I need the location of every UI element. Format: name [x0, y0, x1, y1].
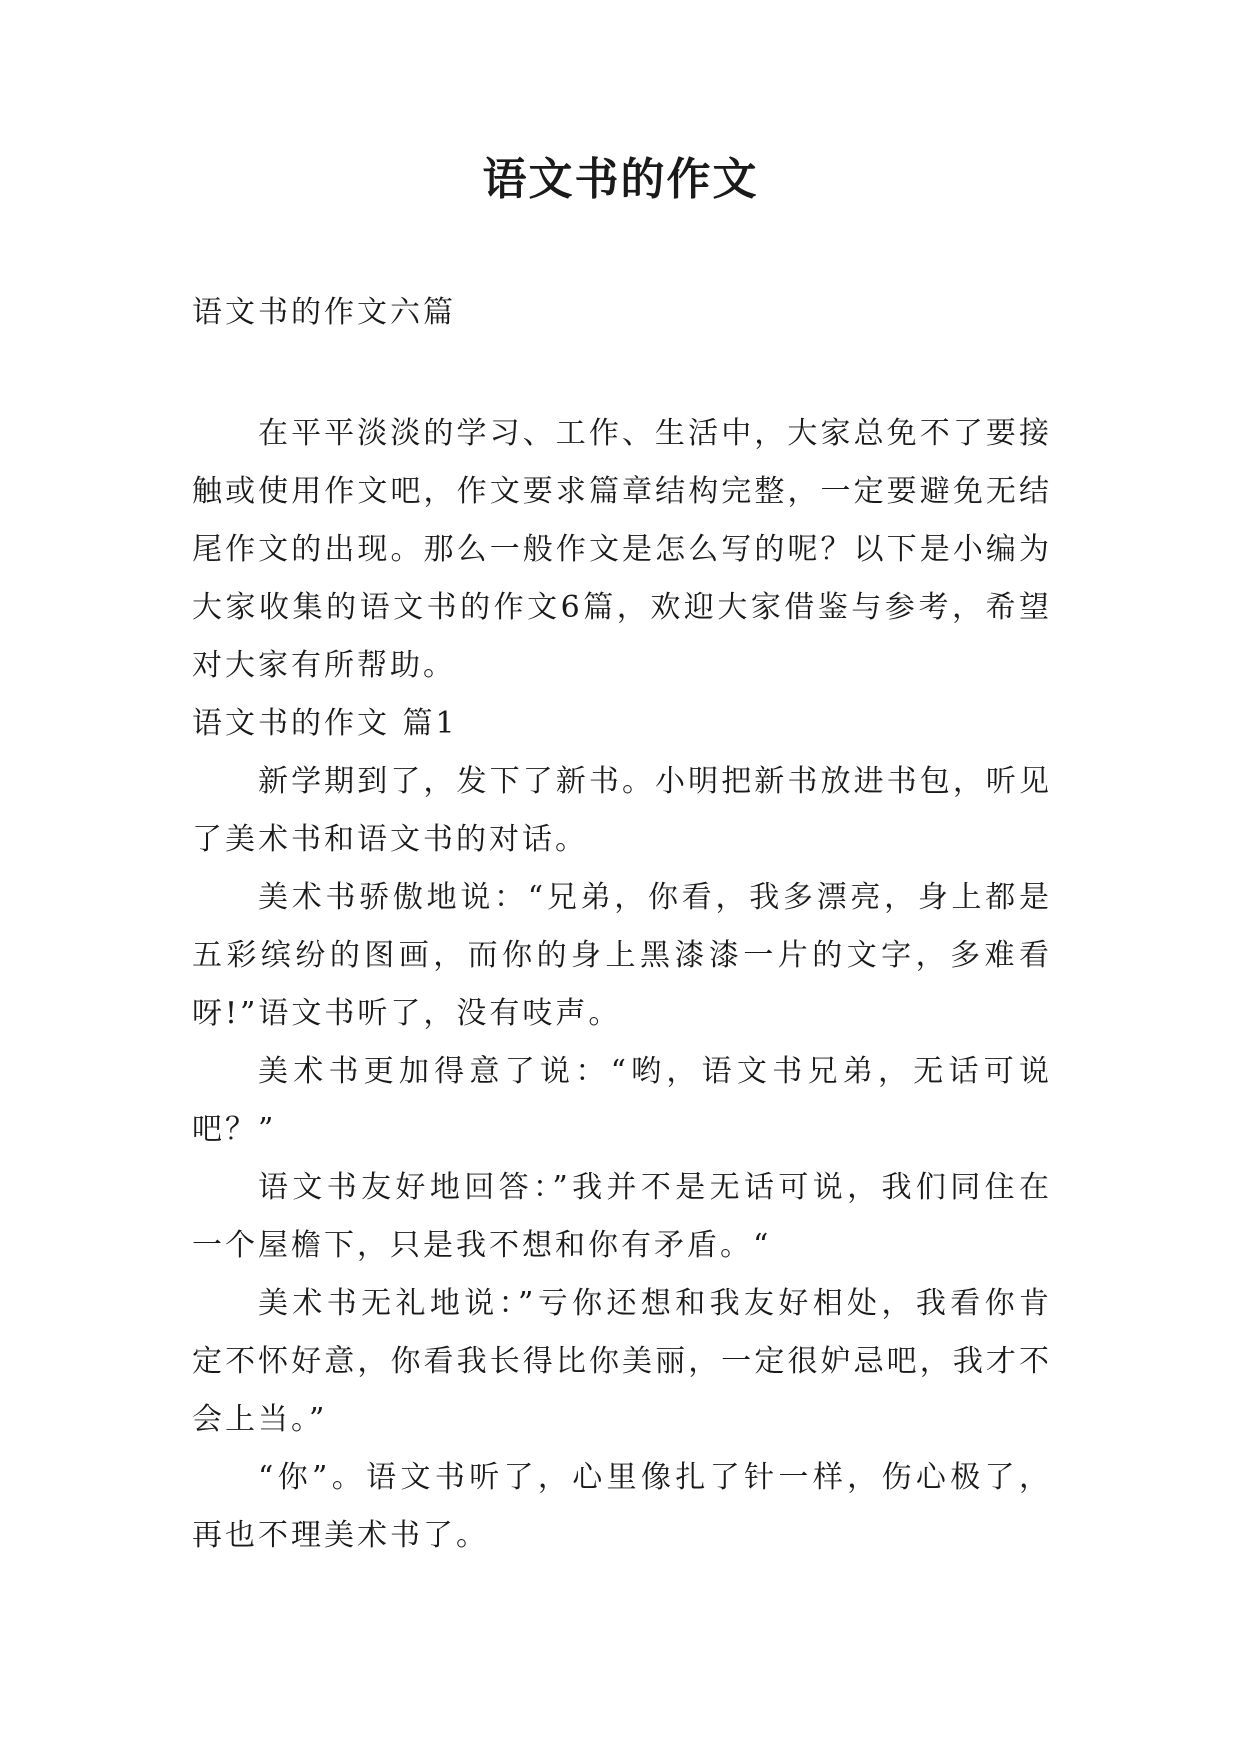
- body-paragraph: 美术书骄傲地说：“兄弟，你看，我多漂亮，身上都是五彩缤纷的图画，而你的身上黑漆漆一片的文字，多难看呀!”语文书听了，没有吱声。: [192, 880, 1052, 1031]
- body-paragraph: 新学期到了，发下了新书。小明把新书放进书包，听见了美术书和语文书的对话。: [192, 764, 1052, 857]
- document-subtitle: 语文书的作文六篇: [192, 295, 456, 330]
- intro-paragraph: 在平平淡淡的学习、工作、生活中，大家总免不了要接触或使用作文吧，作文要求篇章结构完整，一定要避免无结尾作文的出现。那么一般作文是怎么写的呢？以下是小编为大家收集的语文书的作文6篇，欢迎大家借鉴与参考，希望对大家有所帮助。: [192, 416, 1052, 683]
- document-title: 语文书的作文: [482, 154, 759, 205]
- body-paragraph: 美术书更加得意了说：“哟，语文书兄弟，无话可说吧？”: [192, 1054, 1052, 1147]
- body-paragraph: 美术书无礼地说：”亏你还想和我友好相处，我看你肯定不怀好意，你看我长得比你美丽，一定很妒忌吧，我才不会上当。”: [192, 1286, 1052, 1437]
- body-paragraph: “你”。语文书听了，心里像扎了针一样，伤心极了，再也不理美术书了。: [192, 1460, 1052, 1553]
- section-heading: 语文书的作文 篇1: [192, 706, 458, 741]
- document-body: [192, 405, 1052, 1565]
- body-paragraph: 语文书友好地回答：”我并不是无话可说，我们同住在一个屋檐下，只是我不想和你有矛盾。“: [192, 1170, 1052, 1263]
